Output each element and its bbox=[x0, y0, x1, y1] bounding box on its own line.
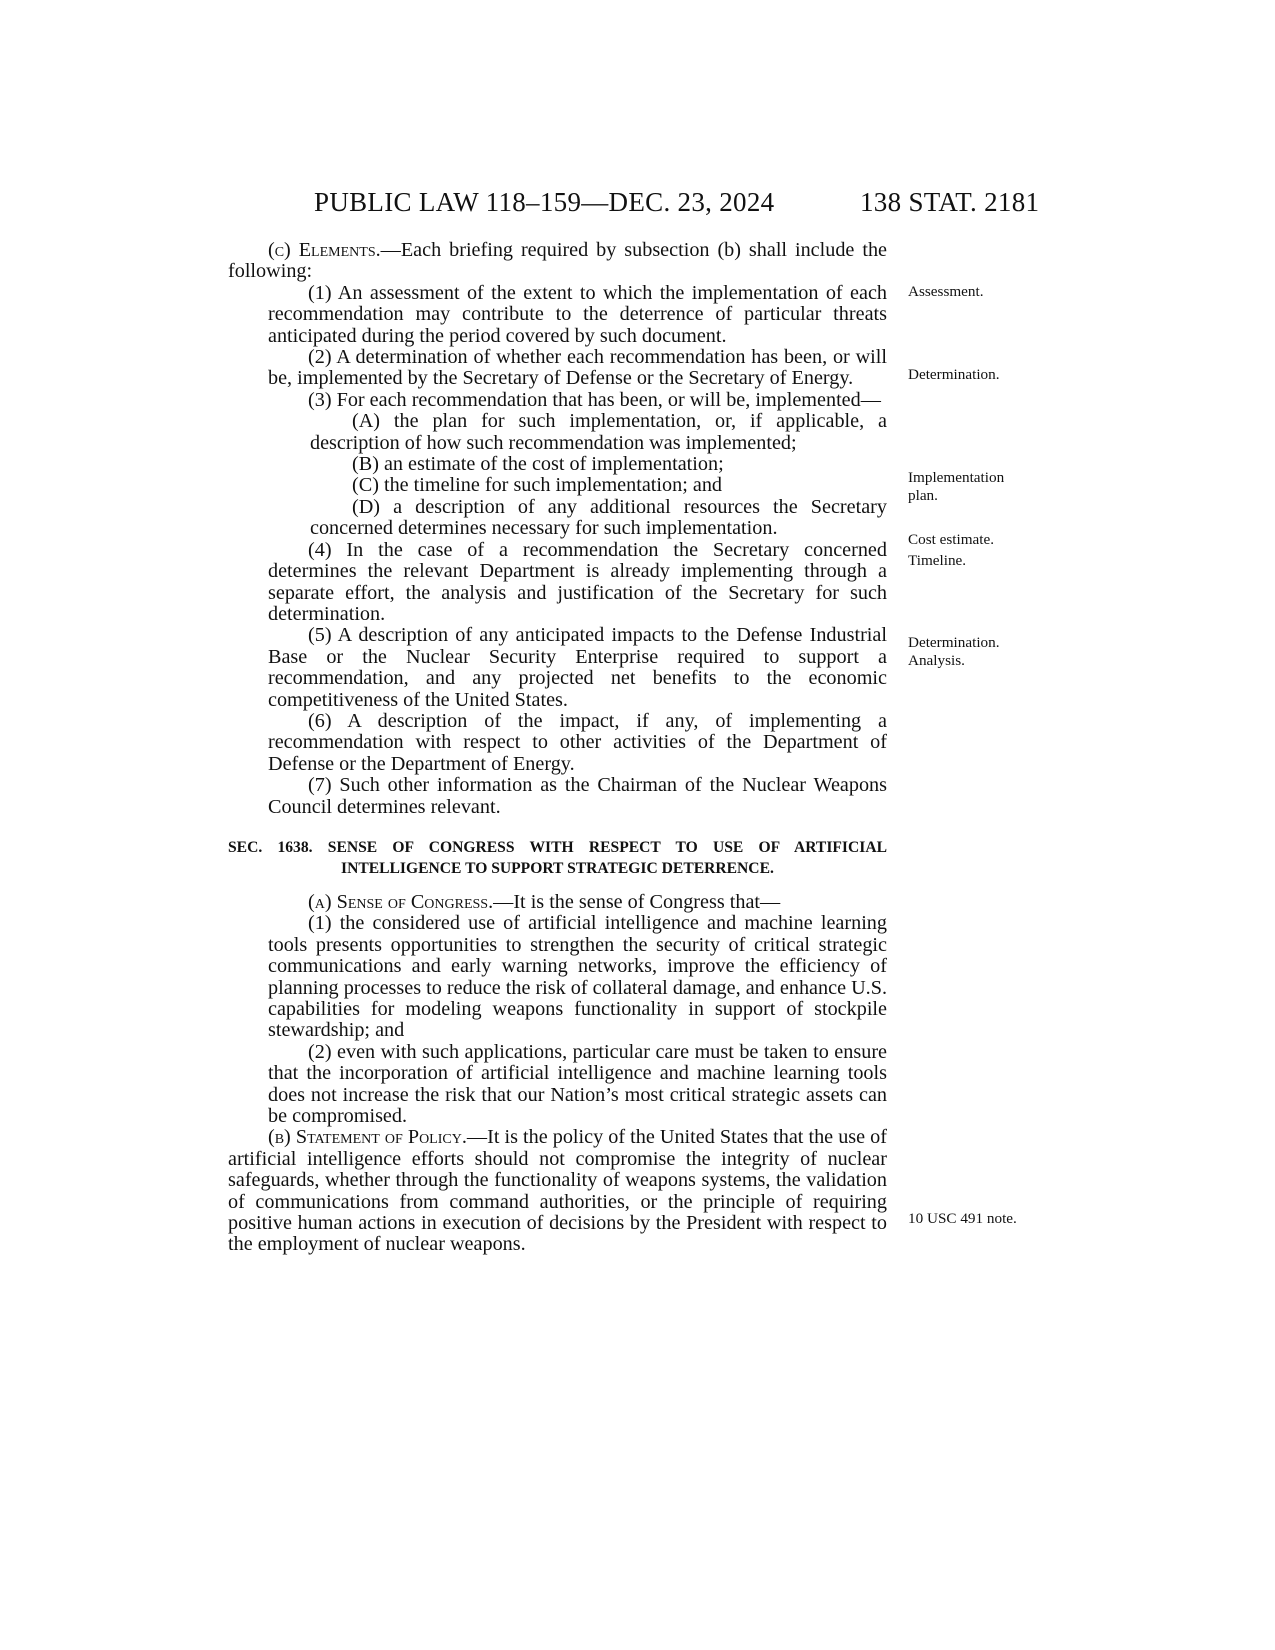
paragraph-5: (5) A description of any anticipated impacts to the Defense Industrial Base or the Nuclear Security Enterprise required to support a recommendation, and any projected net benefits to the economic competitiveness of the United States. bbox=[268, 624, 887, 711]
section-heading: SEC. 1638. SENSE OF CONGRESS WITH RESPECT TO USE OF ARTIFICIAL INTELLIGENCE TO SUPPORT STRATEGIC DETERRENCE. bbox=[228, 838, 887, 877]
subsection-c-label: (c) Elements. bbox=[268, 239, 381, 261]
paragraph-2: (2) A determination of whether each recommendation has been, or will be, implemented by the Secretary of Defense or the Secretary of Energy. bbox=[268, 346, 887, 390]
subparagraph-3b: (B) an estimate of the cost of implementation; bbox=[352, 453, 724, 476]
subsection-b-label: (b) Statement of Policy. bbox=[268, 1126, 467, 1149]
subsection-a bbox=[228, 892, 887, 913]
margin-note-determination-2: Determination. bbox=[908, 634, 1000, 651]
subsection-a-text: —It is the sense of Congress that— bbox=[493, 890, 781, 913]
body-text bbox=[228, 240, 887, 1256]
paragraph-6: (6) A description of the impact, if any, of implementing a recommendation with respect to other activities of the Department of Defense or the Department of Energy. bbox=[268, 709, 887, 775]
subsection-c bbox=[228, 240, 887, 283]
margin-note-cost-estimate: Cost estimate. bbox=[908, 531, 995, 548]
margin-note-determination: Determination. bbox=[908, 366, 1000, 383]
subsection-c-text: —Each briefing required by subsection (b) shall include the following: bbox=[228, 239, 887, 283]
subsection-b-text: —It is the policy of the United States that the use of artificial intelligence efforts should not compromise the integrity of nuclear safeguards, whether through the functionality of weapons systems, the validation of communications from command authorities, or the principle of requiring positive human actions in execution of decisions by the President with respect to the employment of nuclear weapons. bbox=[228, 1126, 887, 1256]
margin-note-usc: 10 USC 491 note. bbox=[908, 1210, 1017, 1227]
margin-note-implementation-plan bbox=[908, 469, 1004, 505]
margin-note-implementation-line-1: Implementation bbox=[908, 469, 1005, 486]
margin-note-timeline: Timeline. bbox=[908, 552, 967, 569]
margin-note-analysis: Analysis. bbox=[908, 652, 965, 669]
paragraph-3: (3) For each recommendation that has been, or will be, implemented— bbox=[308, 388, 881, 411]
subsection-a-paragraph-2: (2) even with such applications, particular care must be taken to ensure that the incorporation of artificial intelligence and machine learning tools does not increase the risk that our Nation’s most critical strategic assets can be compromised. bbox=[268, 1040, 887, 1128]
running-header-page-ref: 138 STAT. 2181 bbox=[860, 187, 1040, 217]
paragraph-4: (4) In the case of a recommendation the Secretary concerned determines the relevant Department is already implementing through a separate effort, the analysis and justification of the Secretary for such determination. bbox=[268, 538, 887, 625]
subparagraph-3c: (C) the timeline for such implementation; and bbox=[352, 474, 723, 497]
margin-note-implementation-line-2: plan. bbox=[908, 487, 938, 504]
margin-note-determination-analysis bbox=[908, 634, 1000, 670]
subsection-b bbox=[228, 1127, 887, 1255]
subparagraph-3d: (D) a description of any additional resources the Secretary concerned determines necessary for such implementation. bbox=[310, 495, 887, 540]
running-header-title: PUBLIC LAW 118–159—DEC. 23, 2024 bbox=[314, 187, 775, 217]
paragraph-1: (1) An assessment of the extent to which the implementation of each recommendation may contribute to the deterrence of particular threats anticipated during the period covered by such document. bbox=[268, 281, 887, 347]
paragraph-7: (7) Such other information as the Chairman of the Nuclear Weapons Council determines relevant. bbox=[268, 774, 887, 818]
subsection-a-paragraph-1: (1) the considered use of artificial intelligence and machine learning tools presents opportunities to strengthen the security of critical strategic communications and early warning networks, improve the efficiency of planning processes to reduce the risk of collateral damage, and enhance U.S. capabilities for modeling weapons functionality in support of stockpile stewardship; and bbox=[268, 912, 887, 1042]
margin-note-assessment: Assessment. bbox=[908, 283, 984, 300]
subparagraph-3a: (A) the plan for such implementation, or, if applicable, a description of how such recommendation was implemented; bbox=[310, 410, 887, 454]
subsection-a-label: (a) Sense of Congress. bbox=[308, 890, 494, 913]
